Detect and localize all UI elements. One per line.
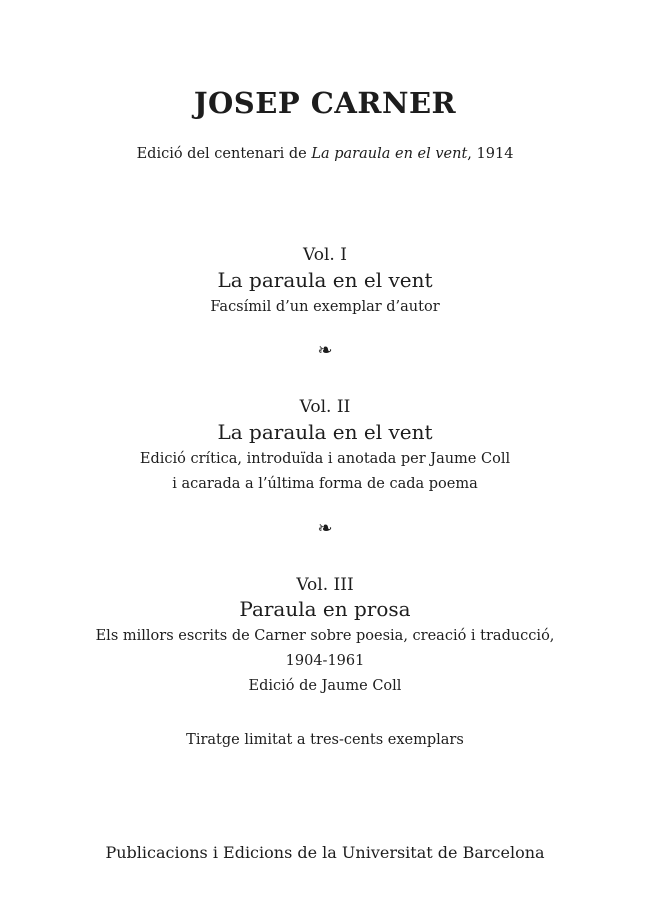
volume-1-label: Vol. I — [303, 245, 347, 265]
volume-3-label: Vol. III — [296, 575, 354, 595]
publisher-name: Publicacions i Edicions de la Universitat de Barcelona — [105, 843, 545, 862]
volume-3-title: Paraula en prosa — [239, 597, 411, 621]
edition-suffix: , 1914 — [467, 146, 514, 162]
edition-prefix: Edició del centenari de — [136, 146, 312, 162]
volume-3-line-3: Edició de Jaume Coll — [248, 678, 402, 694]
volume-2-title: La paraula en el vent — [217, 420, 433, 444]
fleuron-icon: ❧ — [317, 340, 333, 361]
volume-3-line-2: 1904-1961 — [285, 653, 365, 669]
volume-1-title: La paraula en el vent — [217, 268, 433, 292]
author-name: JOSEP CARNER — [193, 86, 457, 120]
edition-line — [0, 146, 650, 162]
volume-3-line-1: Els millors escrits de Carner sobre poesia, creació i traducció, — [95, 628, 555, 644]
volume-2-line-1: Edició crítica, introduïda i anotada per Jaume Coll — [139, 451, 511, 467]
fleuron-icon: ❧ — [317, 518, 333, 539]
volume-1-line-1: Facsímil d’un exemplar d’autor — [210, 299, 440, 315]
edition-title: La paraula en el vent — [311, 146, 468, 162]
volume-2-line-2: i acarada a l’última forma de cada poema — [172, 476, 478, 492]
limited-edition-note: Tiratge limitat a tres-cents exemplars — [186, 732, 464, 748]
volume-2-label: Vol. II — [299, 397, 351, 417]
